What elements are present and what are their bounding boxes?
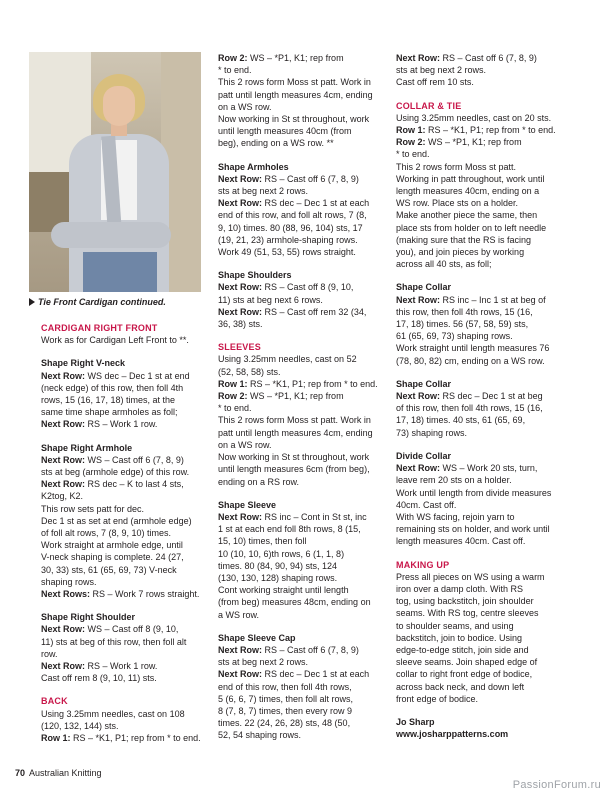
- photo-caption: Tie Front Cardigan continued.: [29, 297, 166, 307]
- subheading: Shape Shoulders: [218, 270, 292, 281]
- cardigan-photo: [29, 52, 201, 292]
- triangle-icon: [29, 298, 35, 306]
- paragraph: Work as for Cardigan Left Front to **.: [41, 335, 189, 346]
- column-3: Next Row: RS – Cast off 6 (7, 8, 9) sts at beg next 2 rows. Cast off rem 10 sts. COLLAR & TIE Using 3.25mm needles, cast on 20 sts. Row 1: RS – *K1, P1; rep from * to end. Row 2: WS – *P1, K1; rep from * to end. This 2 rows form Moss st patt. Working in patt throughout, work until length measures 40cm, ending on a WS row. Place sts on a holder. Make another piece the same, then place sts from holder on to left needle (making sure that the RS is facing you), and join pieces by working across all 40 sts, as foll; Shape Collar Next Row: RS inc – Inc 1 st at beg of this row, then foll 4th rows, 15 (16, 17, 18) times. 56 (57, 58, 59) sts, 61 (65, 69, 73) shaping rows. Work straight until length measures 76 (78, 80, 82) cm, ending on a WS row. Shape Collar Next Row: RS dec – Dec 1 st at beg of this row, then foll 4th rows, 15 (16, 17, 18) times. 40 sts, 61 (65, 69, 73) shaping rows. Divide Collar Next Row: WS – Work 20 sts, turn, leave rem 20 sts on a holder. Work until length from divide measures 40cm. Cast off. With WS facing, rejoin yarn to remaining sts on holder, and work until length measures 40cm. Cast off. MAKING UP Press all pieces on WS using a warm iron over a damp cloth. With RS tog, using backstitch, join shoulder seams. With RS tog, centre sleeves to shoulder seams, and using backstitch, join to bodice. Using edge-to-edge stitch, join side and sleeve seams. Join shaped edge of collar to right front edge of bodice, across back neck, and down left front edge of bodice. Jo Sharp www.josharppatterns.com: [396, 52, 568, 740]
- website-link[interactable]: www.josharppatterns.com: [396, 729, 509, 740]
- subheading: Shape Right V-neck: [41, 358, 126, 369]
- subheading: Shape Collar: [396, 282, 452, 293]
- section-heading: CARDIGAN RIGHT FRONT: [41, 323, 158, 333]
- subheading: Shape Sleeve: [218, 499, 277, 510]
- watermark: PassionForum.ru: [512, 779, 601, 791]
- section-heading: BACK: [41, 696, 68, 707]
- section-heading: SLEEVES: [218, 342, 261, 353]
- section-heading: COLLAR & TIE: [396, 100, 462, 111]
- subheading: Shape Collar: [396, 378, 452, 389]
- author-name: Jo Sharp: [396, 716, 435, 727]
- subheading: Divide Collar: [396, 450, 452, 461]
- column-1: CARDIGAN RIGHT FRONT Work as for Cardigan Left Front to **. Shape Right V-neck Next Row: WS dec – Dec 1 st at end (neck edge) of this row, then foll 4th rows, 15 (16, 17, 18) times, at the same time shape armholes as foll; Next Row: RS – Work 1 row. Shape Right Armhole Next Row: WS – Cast off 6 (7, 8, 9) sts at beg (armhole edge) of this row. Next Row: RS dec – K to last 4 sts, K2tog, K2. This row sets patt for dec. Dec 1 st as set at end (armhole edge) of foll alt rows, 7 (8, 9, 10) times. Work straight at armhole edge, until V-neck shaping is complete. 24 (27, 30, 33) sts, 61 (65, 69, 73) V-neck shaping rows. Next Rows: RS – Work 7 rows straight. Shape Right Shoulder Next Row: WS – Cast off 8 (9, 10, 11) sts at beg of this row, then foll alt row. Next Row: RS – Work 1 row. Cast off rem 8 (9, 10, 11) sts. BACK Using 3.25mm needles, cast on 108 (120, 132, 144) sts. Row 1: RS – *K1, P1; rep from * to end.: [41, 322, 206, 744]
- subheading: Shape Right Armhole: [41, 442, 133, 453]
- subheading: Shape Armholes: [218, 161, 289, 172]
- page-footer: [15, 768, 102, 778]
- page-number: 70: [15, 768, 26, 778]
- magazine-name: Australian Knitting: [29, 768, 102, 778]
- subheading: Shape Sleeve Cap: [218, 632, 296, 643]
- section-heading: MAKING UP: [396, 559, 450, 570]
- subheading: Shape Right Shoulder: [41, 612, 136, 623]
- column-2: Row 2: WS – *P1, K1; rep from * to end. This 2 rows form Moss st patt. Work in patt until length measures 4cm, ending on a WS row. Now working in St st throughout, work until length measures 40cm (from beg), ending on a WS row. ** Shape Armholes Next Row: RS – Cast off 6 (7, 8, 9) sts at beg next 2 rows. Next Row: RS dec – Dec 1 st at each end of this row, and foll alt rows, 7 (8, 9, 10) times. 80 (88, 96, 104) sts, 17 (19, 21, 23) armhole-shaping rows. Work 49 (51, 53, 55) rows straight. Shape Shoulders Next Row: RS – Cast off 8 (9, 10, 11) sts at beg next 6 rows. Next Row: RS – Cast off rem 32 (34, 36, 38) sts. SLEEVES Using 3.25mm needles, cast on 52 (52, 58, 58) sts. Row 1: RS – *K1, P1; rep from * to end. Row 2: WS – *P1, K1; rep from * to end. This 2 rows form Moss st patt. Work in patt until length measures 4cm, ending on a WS row. Now working in St st throughout, work until length measures 6cm (from beg), ending on a RS row. Shape Sleeve Next Row: RS inc – Cont in St st, inc 1 st at each end foll 8th rows, 8 (15, 15, 10) times, then foll 10 (10, 10, 6)th rows, 6 (1, 1, 8) times. 80 (84, 90, 94) sts, 124 (130, 130, 128) shaping rows. Cont working straight until length (from beg) measures 48cm, ending on a WS row. Shape Sleeve Cap Next Row: RS – Cast off 6 (7, 8, 9) sts at beg next 2 rows. Next Row: RS dec – Dec 1 st at each end of this row, then foll 4th rows, 5 (6, 6, 7) times, then foll alt rows, 8 (7, 8, 7) times, then every row 9 times. 22 (24, 26, 28) sts, 48 (50, 52, 54 shaping rows.: [218, 52, 385, 742]
